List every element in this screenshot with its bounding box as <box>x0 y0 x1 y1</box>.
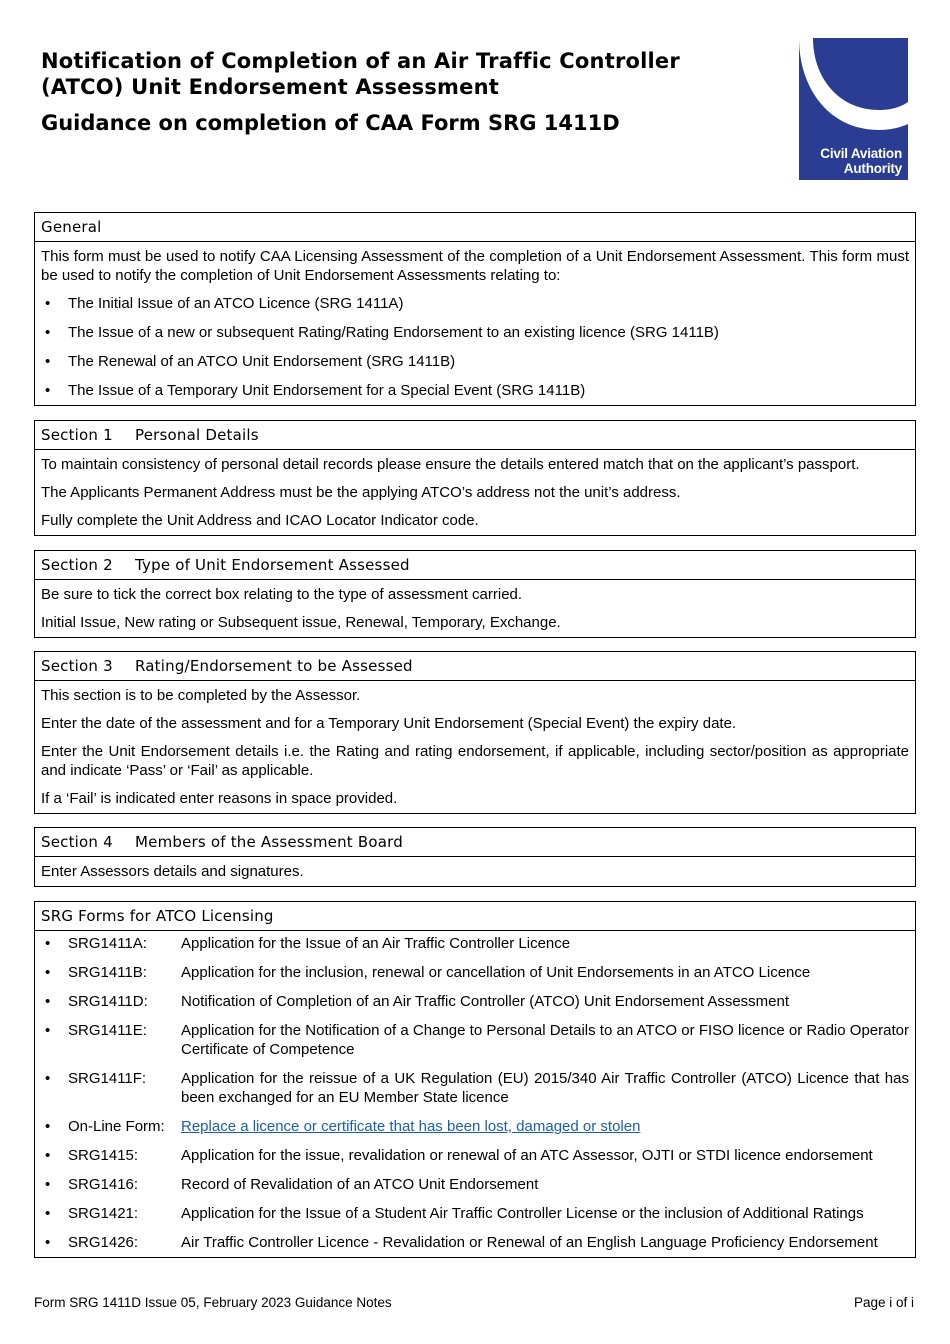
form-reference: Form SRG 1411D Issue 05, February 2023 Guidance Notes <box>34 1295 392 1310</box>
section-2-type-of-endorsement <box>34 550 916 638</box>
form-code: • SRG1411B: <box>68 964 147 981</box>
section-heading <box>35 652 915 681</box>
srg-forms-section <box>34 901 916 1258</box>
section-1-personal-details <box>34 420 916 536</box>
list-item <box>41 1021 909 1059</box>
form-code: • SRG1416: <box>68 1176 139 1193</box>
section-title: Rating/Endorsement to be Assessed <box>135 657 413 675</box>
form-code: • SRG1415: <box>68 1147 139 1164</box>
paragraph: Fully complete the Unit Address and ICAO Locator Indicator code. <box>41 512 479 529</box>
paragraph: Initial Issue, New rating or Subsequent issue, Renewal, Temporary, Exchange. <box>41 614 561 631</box>
form-code: • SRG1421: <box>68 1205 139 1222</box>
section-heading <box>35 421 915 450</box>
list-item <box>41 963 909 982</box>
section-4-assessment-board <box>34 827 916 887</box>
list-item <box>41 1175 909 1194</box>
form-description: Application for the Issue of an Air Traffic Controller Licence <box>181 935 571 952</box>
list-item: • The Initial Issue of an ATCO Licence (SRG 1411A) <box>41 294 909 313</box>
section-number: Section 2 <box>41 556 113 574</box>
list-item <box>41 1117 909 1136</box>
caa-logo <box>799 38 908 180</box>
form-code: • SRG1426: <box>68 1234 139 1251</box>
section-number: Section 1 <box>41 426 113 444</box>
list-item <box>41 1146 909 1165</box>
section-heading: SRG Forms for ATCO Licensing <box>35 902 915 931</box>
document-header <box>41 48 761 136</box>
paragraph: To maintain consistency of personal detail records please ensure the details entered match that on the applicant’s passport. <box>41 456 860 473</box>
list-item: • The Issue of a Temporary Unit Endorsement for a Special Event (SRG 1411B) <box>41 381 909 400</box>
form-code: • SRG1411F: <box>68 1070 147 1087</box>
section-title: Personal Details <box>135 426 259 444</box>
form-description: Air Traffic Controller Licence - Revalidation or Renewal of an English Language Proficiency Endorsement <box>181 1234 878 1251</box>
form-code: • SRG1411E: <box>68 1022 147 1039</box>
paragraph: Enter the Unit Endorsement details i.e. the Rating and rating endorsement, if applicable, including sector/position as appropriate and indicate ‘Pass’ or ‘Fail’ as applicable. <box>41 743 909 779</box>
section-heading <box>35 828 915 857</box>
section-heading <box>35 551 915 580</box>
section-3-rating-endorsement <box>34 651 916 814</box>
list-item <box>41 1233 909 1252</box>
general-list <box>41 294 909 400</box>
paragraph: Be sure to tick the correct box relating to the type of assessment carried. <box>41 586 523 603</box>
list-item <box>41 1204 909 1223</box>
list-item <box>41 1069 909 1107</box>
section-number: Section 3 <box>41 657 113 675</box>
paragraph: Enter Assessors details and signatures. <box>41 863 304 880</box>
section-number: Section 4 <box>41 833 113 851</box>
form-code: • SRG1411A: <box>68 935 147 952</box>
form-description: Application for the reissue of a UK Regulation (EU) 2015/340 Air Traffic Controller (ATCO) Licence that has been exchanged for an EU Member State licence <box>181 1070 909 1106</box>
list-item: • The Renewal of an ATCO Unit Endorsement (SRG 1411B) <box>41 352 909 371</box>
document-title: Notification of Completion of an Air Traffic Controller (ATCO) Unit Endorsement Assessment <box>41 49 680 99</box>
caa-logo-text: Civil Aviation Authority <box>820 146 902 176</box>
section-heading: General <box>35 213 915 242</box>
page-footer <box>34 1294 914 1312</box>
form-description: Notification of Completion of an Air Traffic Controller (ATCO) Unit Endorsement Assessment <box>181 993 790 1010</box>
general-intro: This form must be used to notify CAA Licensing Assessment of the completion of a Unit Endorsement Assessment. This form must be used to notify the completion of Unit Endorsement Assessments relating to: <box>41 248 909 284</box>
paragraph: If a ‘Fail’ is indicated enter reasons in space provided. <box>41 790 398 807</box>
list-item <box>41 934 909 953</box>
form-description: Record of Revalidation of an ATCO Unit Endorsement <box>181 1176 539 1193</box>
paragraph: This section is to be completed by the Assessor. <box>41 687 361 704</box>
list-item <box>41 992 909 1011</box>
page-number: Page i of i <box>853 1295 914 1310</box>
form-description: Application for the issue, revalidation or renewal of an ATC Assessor, OJTI or STDI licence endorsement <box>181 1147 873 1164</box>
paragraph: The Applicants Permanent Address must be the applying ATCO’s address not the unit’s address. <box>41 484 681 501</box>
paragraph: Enter the date of the assessment and for a Temporary Unit Endorsement (Special Event) the expiry date. <box>41 715 737 732</box>
form-code: • SRG1411D: <box>68 993 148 1010</box>
form-description: Application for the inclusion, renewal or cancellation of Unit Endorsements in an ATCO Licence <box>181 964 811 981</box>
document-subtitle: Guidance on completion of CAA Form SRG 1411D <box>41 111 620 135</box>
form-description: Application for the Notification of a Change to Personal Details to an ATCO or FISO licence or Radio Operator Certificate of Competence <box>181 1022 909 1058</box>
forms-list <box>41 934 909 1252</box>
general-section <box>34 212 916 406</box>
list-item: • The Issue of a new or subsequent Rating/Rating Endorsement to an existing licence (SRG 1411B) <box>41 323 909 342</box>
replace-licence-link[interactable]: Replace a licence or certificate that has been lost, damaged or stolen <box>181 1118 641 1135</box>
form-code: • On-Line Form: <box>68 1118 165 1135</box>
form-description: Application for the Issue of a Student Air Traffic Controller License or the inclusion of Additional Ratings <box>181 1205 864 1222</box>
section-title: Type of Unit Endorsement Assessed <box>135 556 410 574</box>
section-title: Members of the Assessment Board <box>135 833 403 851</box>
